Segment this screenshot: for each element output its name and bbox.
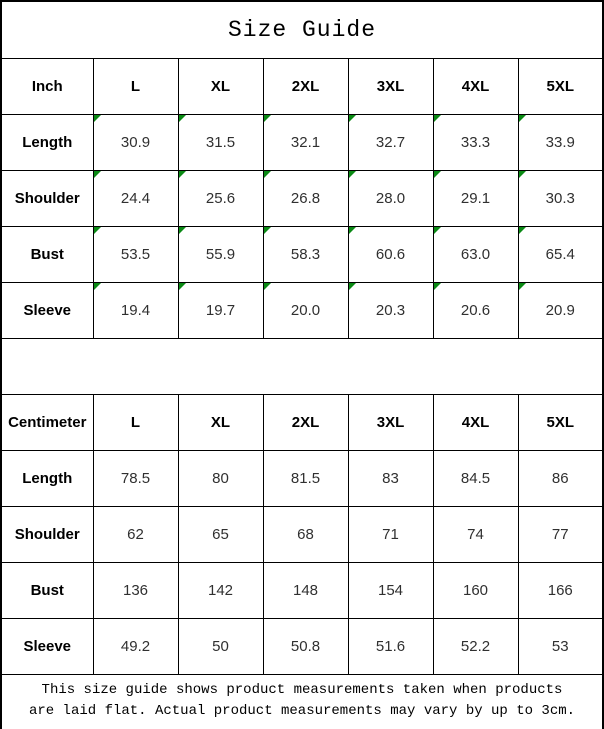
corner-triangle-icon <box>434 283 441 290</box>
corner-triangle-icon <box>94 283 101 290</box>
corner-triangle-icon <box>349 115 356 122</box>
cell-value: 29.1 <box>460 189 491 207</box>
table-cell <box>348 226 433 282</box>
cell-value: 50 <box>212 637 229 655</box>
size-col-header: 4XL <box>433 58 518 114</box>
corner-triangle-icon <box>434 227 441 234</box>
spacer-row <box>1 338 603 394</box>
corner-triangle-icon <box>94 227 101 234</box>
size-col-header: 3XL <box>348 394 433 450</box>
size-col-header: 5XL <box>518 58 603 114</box>
cell-value: 142 <box>207 581 234 599</box>
page-title: Size Guide <box>1 1 603 58</box>
cell-value: 77 <box>551 525 569 543</box>
cell-value: 20.9 <box>545 301 575 319</box>
corner-triangle-icon <box>519 227 526 234</box>
cell-value: 154 <box>377 581 404 599</box>
table-cell <box>348 114 433 170</box>
row-label: Sleeve <box>1 618 93 674</box>
table-cell <box>433 562 518 618</box>
cell-value: 52.2 <box>460 637 491 655</box>
table-cell <box>433 114 518 170</box>
footer-line-2: are laid flat. Actual product measurements may vary by up to 3cm. <box>28 702 576 719</box>
cell-value: 30.9 <box>120 133 151 151</box>
table-row <box>1 618 603 674</box>
table-cell <box>348 170 433 226</box>
cell-value: 84.5 <box>460 469 491 487</box>
corner-triangle-icon <box>179 227 186 234</box>
size-col-header: L <box>93 58 178 114</box>
table-cell <box>348 506 433 562</box>
cell-value: 53.5 <box>120 245 151 263</box>
cell-value: 28.0 <box>375 189 406 207</box>
size-col-header: L <box>93 394 178 450</box>
cell-value: 136 <box>122 581 149 599</box>
table-cell <box>263 506 348 562</box>
cell-value: 58.3 <box>290 245 321 263</box>
cell-value: 166 <box>547 581 573 599</box>
size-col-header: 4XL <box>433 394 518 450</box>
footer-line-1: This size guide shows product measurements taken when products <box>41 681 563 698</box>
table-row <box>1 450 603 506</box>
cell-value: 81.5 <box>290 469 321 487</box>
corner-triangle-icon <box>519 283 526 290</box>
corner-triangle-icon <box>264 171 271 178</box>
cell-value: 19.7 <box>205 301 236 319</box>
table-cell <box>433 226 518 282</box>
table-cell <box>263 450 348 506</box>
cell-value: 71 <box>382 525 399 543</box>
cm-header-row <box>1 394 603 450</box>
cell-value: 65.4 <box>545 245 575 263</box>
table-cell <box>433 170 518 226</box>
corner-triangle-icon <box>264 283 271 290</box>
table-cell <box>263 618 348 674</box>
cell-value: 148 <box>292 581 319 599</box>
table-cell <box>93 506 178 562</box>
footer-row <box>1 674 603 729</box>
table-row <box>1 114 603 170</box>
cell-value: 51.6 <box>375 637 406 655</box>
footer-note <box>1 674 603 729</box>
table-cell <box>433 282 518 338</box>
cell-value: 25.6 <box>205 189 236 207</box>
table-row <box>1 506 603 562</box>
inch-header-row <box>1 58 603 114</box>
cell-value: 83 <box>382 469 399 487</box>
table-cell <box>178 282 263 338</box>
cell-value: 24.4 <box>120 189 151 207</box>
table-row <box>1 170 603 226</box>
row-label: Shoulder <box>1 170 93 226</box>
table-cell <box>93 226 178 282</box>
cell-value: 63.0 <box>460 245 491 263</box>
cell-value: 78.5 <box>120 469 151 487</box>
corner-triangle-icon <box>349 171 356 178</box>
table-cell <box>518 282 603 338</box>
corner-triangle-icon <box>94 171 101 178</box>
spacer-cell <box>1 338 603 394</box>
cell-value: 26.8 <box>290 189 321 207</box>
table-cell <box>433 450 518 506</box>
table-cell <box>263 226 348 282</box>
table-cell <box>178 450 263 506</box>
unit-header-inch: Inch <box>1 58 93 114</box>
row-label: Bust <box>1 562 93 618</box>
table-cell <box>93 450 178 506</box>
cell-value: 49.2 <box>120 637 151 655</box>
corner-triangle-icon <box>434 171 441 178</box>
table-row <box>1 282 603 338</box>
table-cell <box>263 114 348 170</box>
corner-triangle-icon <box>179 115 186 122</box>
table-cell <box>433 506 518 562</box>
cell-value: 53 <box>551 637 569 655</box>
cell-value: 60.6 <box>375 245 406 263</box>
table-cell <box>93 562 178 618</box>
table-cell <box>518 170 603 226</box>
row-label: Bust <box>1 226 93 282</box>
cell-value: 19.4 <box>120 301 151 319</box>
size-col-header: 2XL <box>263 58 348 114</box>
row-label: Shoulder <box>1 506 93 562</box>
row-label: Sleeve <box>1 282 93 338</box>
table-cell <box>518 114 603 170</box>
table-cell <box>178 506 263 562</box>
table-cell <box>178 170 263 226</box>
table-cell <box>93 282 178 338</box>
table-cell <box>518 226 603 282</box>
cell-value: 50.8 <box>290 637 321 655</box>
size-col-header: XL <box>178 58 263 114</box>
row-label: Length <box>1 450 93 506</box>
table-cell <box>263 170 348 226</box>
corner-triangle-icon <box>349 283 356 290</box>
table-cell <box>348 618 433 674</box>
title-row <box>1 1 603 58</box>
size-col-header: 5XL <box>518 394 603 450</box>
size-col-header: XL <box>178 394 263 450</box>
cell-value: 32.7 <box>375 133 406 151</box>
cell-value: 20.6 <box>460 301 491 319</box>
table-cell <box>433 618 518 674</box>
table-cell <box>93 170 178 226</box>
corner-triangle-icon <box>264 115 271 122</box>
table-cell <box>518 506 603 562</box>
table-cell <box>348 562 433 618</box>
cell-value: 32.1 <box>290 133 321 151</box>
size-col-header: 2XL <box>263 394 348 450</box>
table-cell <box>263 562 348 618</box>
table-cell <box>348 282 433 338</box>
unit-header-centimeter: Centimeter <box>1 394 93 450</box>
table-cell <box>518 618 603 674</box>
corner-triangle-icon <box>94 115 101 122</box>
cell-value: 30.3 <box>545 189 575 207</box>
corner-triangle-icon <box>179 171 186 178</box>
size-col-header: 3XL <box>348 58 433 114</box>
cell-value: 62 <box>127 525 144 543</box>
table-cell <box>518 562 603 618</box>
table-cell <box>93 618 178 674</box>
table-cell <box>178 226 263 282</box>
table-cell <box>178 618 263 674</box>
table-cell <box>263 282 348 338</box>
cell-value: 33.3 <box>460 133 491 151</box>
table-cell <box>93 114 178 170</box>
cell-value: 86 <box>551 469 569 487</box>
row-label: Length <box>1 114 93 170</box>
corner-triangle-icon <box>519 115 526 122</box>
table-row <box>1 562 603 618</box>
corner-triangle-icon <box>179 283 186 290</box>
cell-value: 74 <box>467 525 484 543</box>
cell-value: 31.5 <box>205 133 236 151</box>
table-cell <box>178 114 263 170</box>
table-cell <box>518 450 603 506</box>
corner-triangle-icon <box>519 171 526 178</box>
cell-value: 55.9 <box>205 245 236 263</box>
cell-value: 160 <box>462 581 489 599</box>
cell-value: 33.9 <box>545 133 575 151</box>
table-row <box>1 226 603 282</box>
corner-triangle-icon <box>349 227 356 234</box>
cell-value: 20.0 <box>290 301 321 319</box>
table-cell <box>348 450 433 506</box>
cell-value: 20.3 <box>375 301 406 319</box>
corner-triangle-icon <box>264 227 271 234</box>
corner-triangle-icon <box>434 115 441 122</box>
table-cell <box>178 562 263 618</box>
cell-value: 65 <box>212 525 229 543</box>
cell-value: 68 <box>297 525 314 543</box>
cell-value: 80 <box>212 469 229 487</box>
